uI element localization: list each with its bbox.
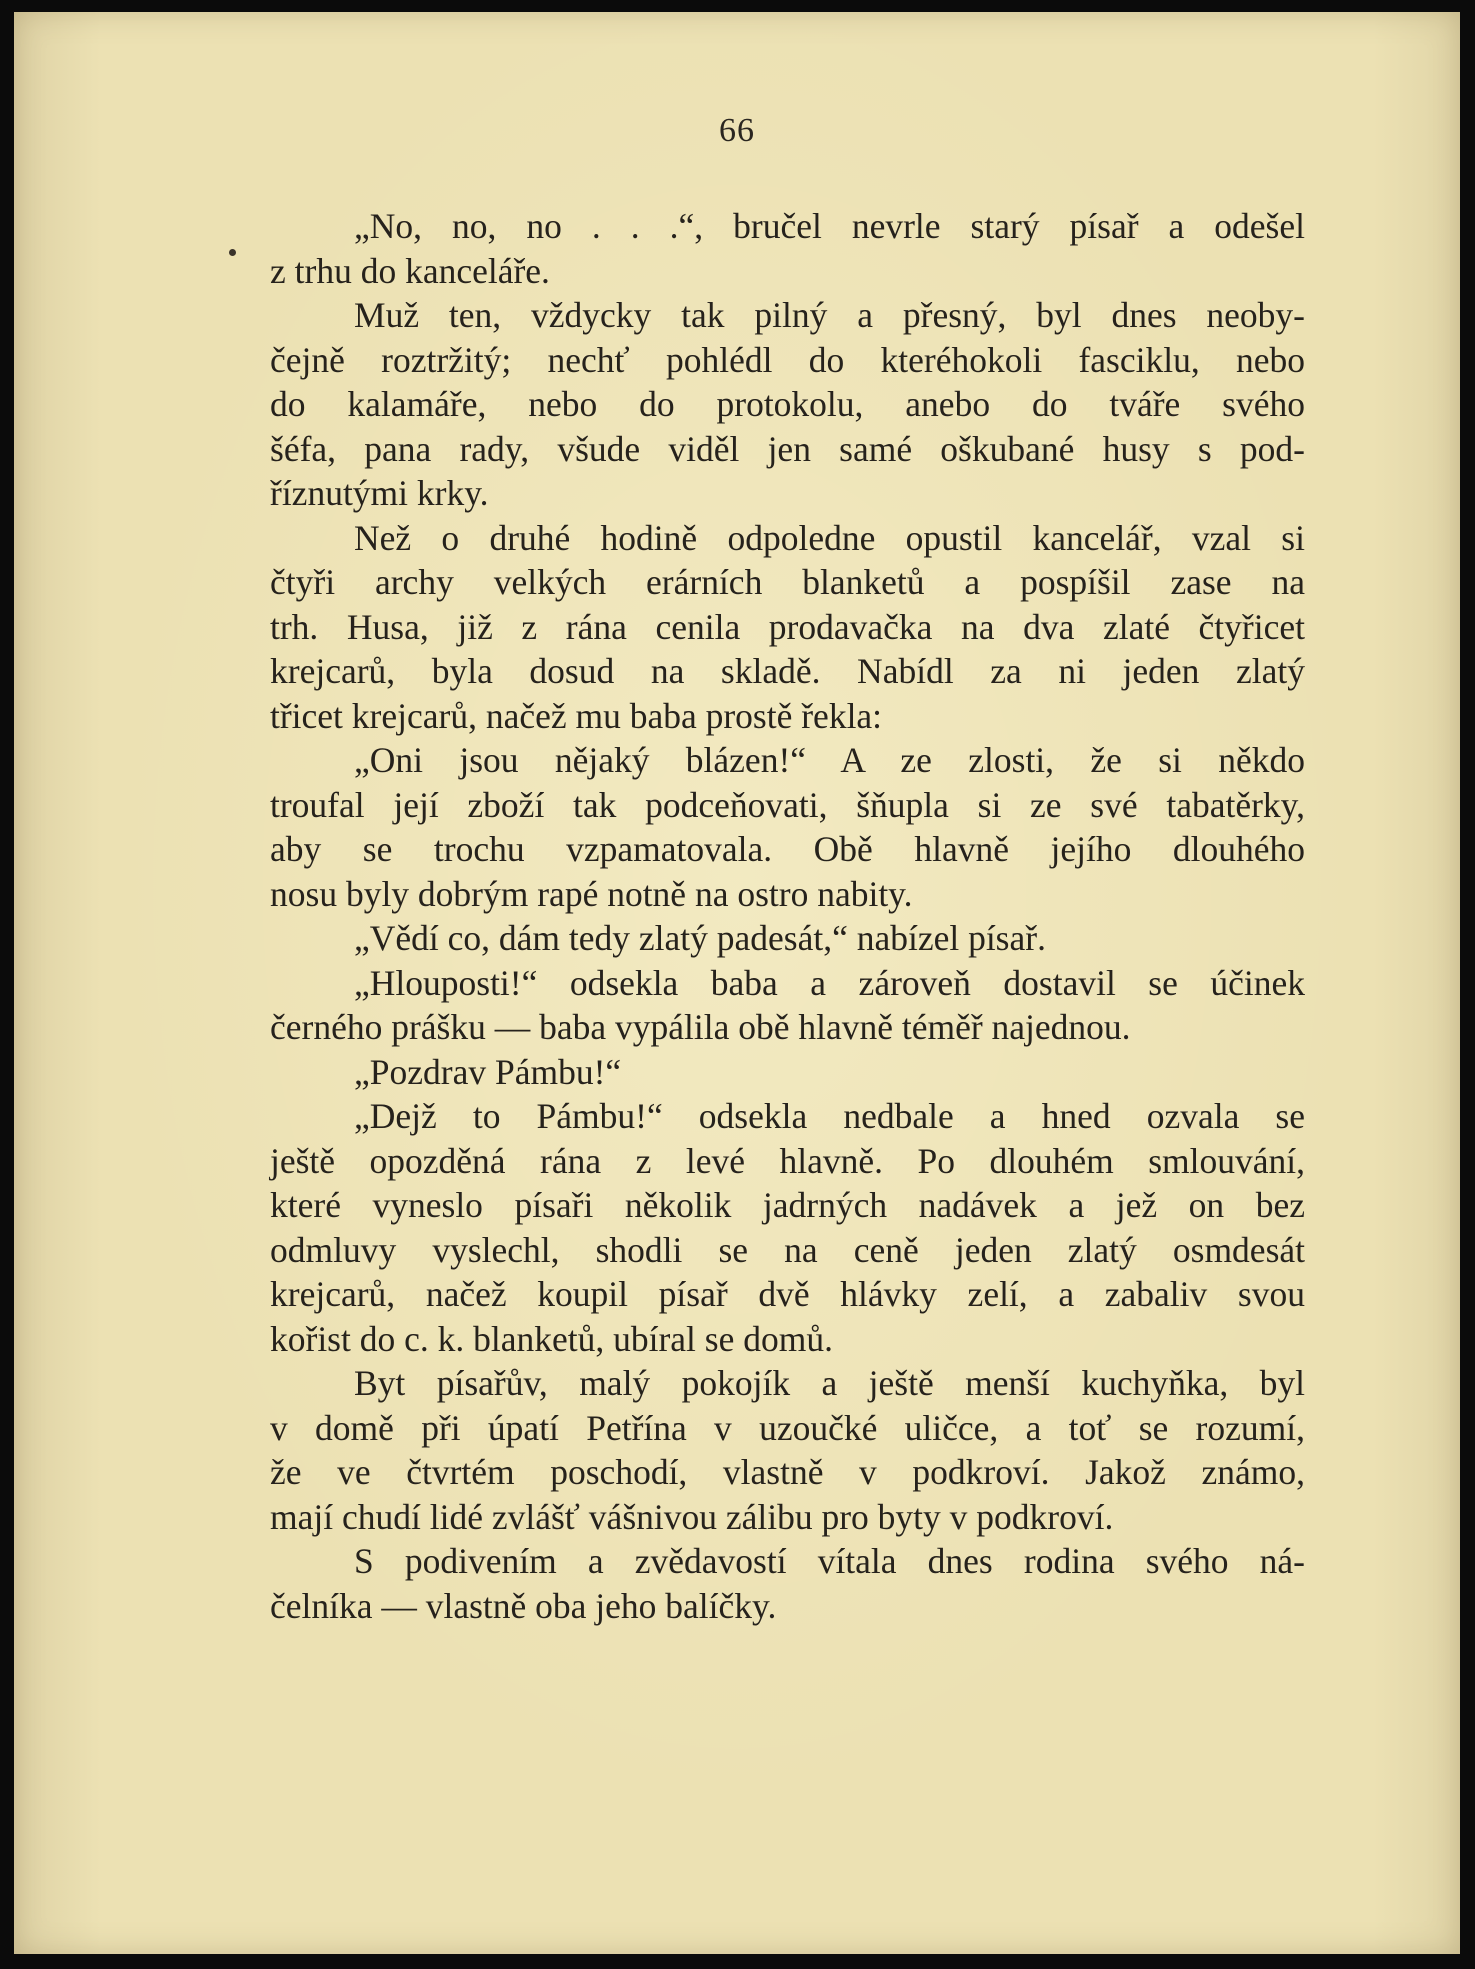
text-line: čelníka — vlastně oba jeho balíčky. — [270, 1585, 777, 1626]
text-line: „Hlouposti!“ odsekla baba a zároveň dostavil se účinek — [354, 962, 1305, 1003]
text-line: „No, no, no . . .“, bručel nevrle starý písař a odešel — [354, 206, 1305, 246]
text-line: kořist do c. k. blanketů, ubíral se domů. — [270, 1318, 833, 1359]
text-line: čtyři archy velkých erárních blanketů a pospíšil zase na — [270, 562, 1305, 602]
text-line: čejně roztržitý; nechť pohlédl do kteréhokoli fasciklu, nebo — [270, 339, 1305, 380]
text-line: ještě opozděná rána z levé hlavně. Po dlouhém smlouvání, — [270, 1140, 1305, 1181]
text-line: „Dejž to Pámbu!“ odsekla nedbale a hned ozvala se — [354, 1096, 1305, 1136]
book-page — [14, 12, 1460, 1954]
text-line: odmluvy vyslechl, shodli se na ceně jeden zlatý osmdesát — [270, 1229, 1305, 1270]
text-line: krejcarů, načež koupil písař dvě hlávky zelí, a zabaliv svou — [270, 1274, 1305, 1314]
text-line: říznutými krky. — [270, 473, 489, 513]
page-number: 66 — [719, 112, 755, 149]
text-line: z trhu do kanceláře. — [270, 250, 550, 291]
text-line: troufal její zboží tak podceňovati, šňupla si ze své tabatěrky, — [270, 784, 1305, 825]
text-line: do kalamáře, nebo do protokolu, anebo do tváře svého — [270, 384, 1305, 424]
text-line: S podivením a zvědavostí vítala dnes rodina svého ná- — [354, 1541, 1305, 1581]
text-line: které vyneslo písaři několik jadrných nadávek a jež on bez — [270, 1185, 1305, 1225]
text-line: černého prášku — baba vypálila obě hlavně téměř najednou. — [270, 1007, 1131, 1047]
text-line: „Vědí co, dám tedy zlatý padesát,“ nabízel písař. — [354, 918, 1046, 958]
body-text — [270, 204, 1305, 1628]
text-line: že ve čtvrtém poschodí, vlastně v podkroví. Jakož známo, — [270, 1452, 1305, 1492]
text-line: trh. Husa, již z rána cenila prodavačka na dva zlaté čtyřicet — [270, 606, 1305, 647]
text-line: Než o druhé hodině odpoledne opustil kancelář, vzal si — [354, 517, 1305, 558]
text-line: Muž ten, vždycky tak pilný a přesný, byl dnes neoby- — [354, 295, 1305, 335]
text-line: nosu byly dobrým rapé notně na ostro nabity. — [270, 873, 913, 914]
text-line: Byt písařův, malý pokojík a ještě menší kuchyňka, byl — [354, 1363, 1305, 1403]
text-line: krejcarů, byla dosud na skladě. Nabídl za ni jeden zlatý — [270, 651, 1305, 691]
text-line: šéfa, pana rady, všude viděl jen samé oškubané husy s pod- — [270, 428, 1305, 469]
ink-speck — [229, 249, 236, 256]
text-line: mají chudí lidé zvlášť vášnivou zálibu pro byty v podkroví. — [270, 1496, 1114, 1537]
text-line: „Pozdrav Pámbu!“ — [354, 1051, 622, 1092]
text-line: aby se trochu vzpamatovala. Obě hlavně jejího dlouhého — [270, 829, 1305, 869]
text-line: třicet krejcarů, načež mu baba prostě řekla: — [270, 695, 883, 736]
text-line: „Oni jsou nějaký blázen!“ A ze zlosti, že si někdo — [354, 740, 1305, 780]
text-line: v domě při úpatí Petřína v uzoučké uličce, a toť se rozumí, — [270, 1407, 1305, 1448]
